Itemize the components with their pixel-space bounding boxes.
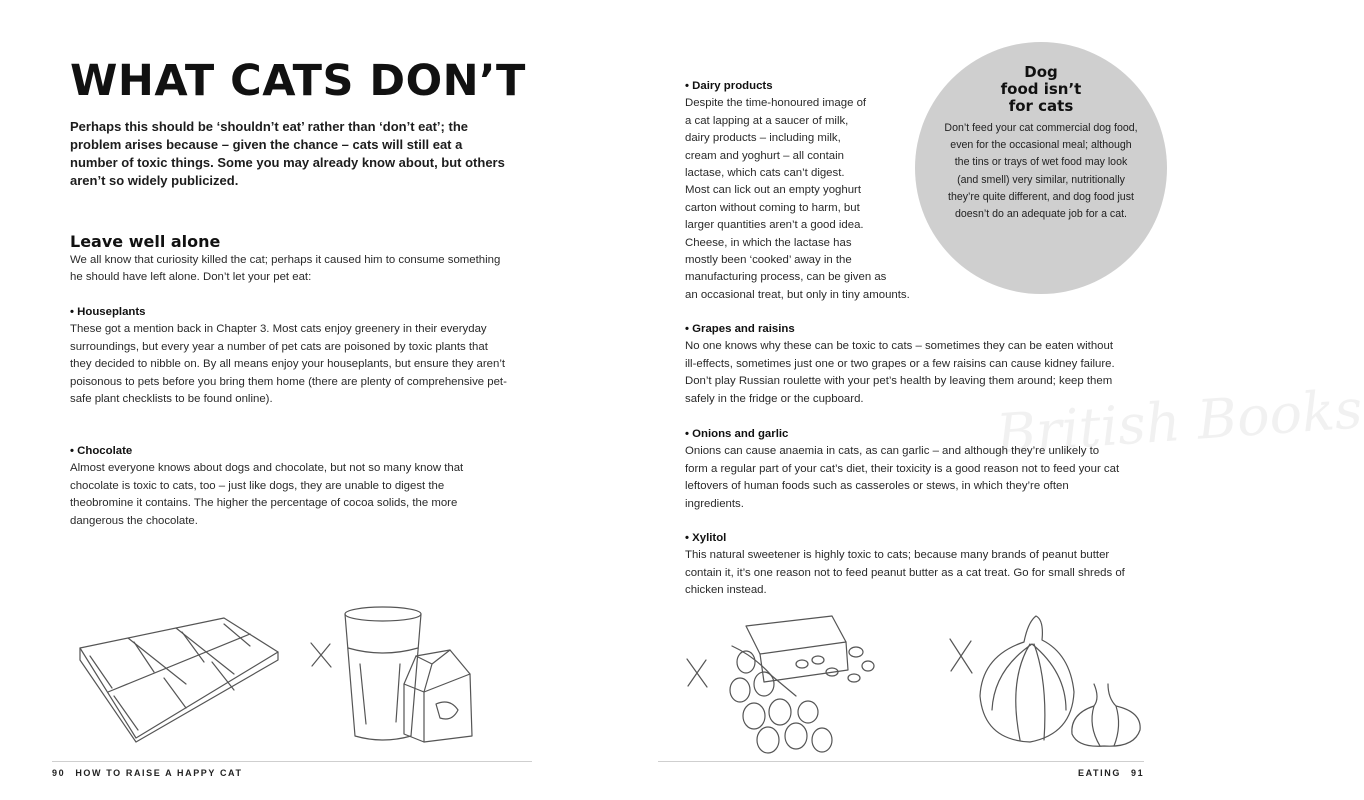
dairy-line: lactase, which cats can’t digest. [685,167,845,180]
section-intro: We all know that curiosity killed the cat; perhaps it caused him to consume something he should have left alone. Don’t let your pet eat: [70,254,501,284]
item-body-grapes: No one knows why these can be toxic to cats – sometimes they can be eaten without ill-effects, sometimes just one or two grapes or a few raisins can cause kidney failure. Don’t play Russian roulette with your pet’s health by leaving them around; keep them safely in the fridge or the cupboard. [685,340,1115,405]
callout-circle [915,42,1167,294]
callout-title-line: food isn’t [1000,80,1082,98]
item-body-onions: Onions can cause anaemia in cats, as can garlic – and although they’re unlikely to form a regular part of your cat’s diet, their toxicity is a good reason not to feed your cat leftovers of human foods such as casseroles or stews, in which they’re often ingredients. [685,445,1120,510]
dairy-line: dairy products – including milk, [685,132,841,145]
running-title-left: HOW TO RAISE A HAPPY CAT [75,768,243,778]
callout-body: Don’t feed your cat commercial dog food, even for the occasional meal; although the tins or trays of wet food may look (and smell) very similar, nutritionally they’re quite different, and dog food just doesn’t do an adequate job for a cat. [944,122,1138,221]
watermark: British Books [994,377,1364,466]
footer-rule-right [658,761,1144,762]
footer-left [52,768,249,778]
item-title-dairy: • Dairy products [685,80,773,92]
cross-icon [308,640,334,670]
callout-title [915,64,1167,115]
item-title-chocolate: • Chocolate [70,445,133,457]
item-title-onions: • Onions and garlic [685,428,789,440]
garlic-icon [1064,678,1148,750]
running-title-right: EATING [1078,768,1121,778]
chocolate-bar-icon [74,612,284,744]
footer-right [1072,768,1144,778]
dairy-line: cream and yoghurt – all contain [685,149,844,162]
item-body-chocolate: Almost everyone knows about dogs and chocolate, but not so many know that chocolate is toxic to cats, too – just like dogs, they are unable to digest the theobromine it contains. The higher the percentage of cocoa solids, the more dangerous the chocolate. [70,462,464,527]
section-heading: Leave well alone [70,232,221,251]
grapes-icon [724,636,864,760]
dairy-line: an occasional treat, but only in tiny amounts. [685,288,910,301]
callout-title-line: Dog [1024,63,1058,81]
page-number-right: 91 [1131,768,1145,778]
dairy-line: larger quantities aren’t a good idea. [685,219,864,232]
dairy-line: Despite the time-honoured image of [685,97,867,110]
dairy-line: mostly been ‘cooked’ away in the [685,254,852,267]
item-body-houseplants: These got a mention back in Chapter 3. Most cats enjoy greenery in their everyday surroundings, but every year a number of pet cats are poisoned by toxic plants that they decided to nibble on. By all means enjoy your houseplants, but ensure they aren’t poisonous to pets before you bring them home (there are plenty of comprehensive pet-safe plant checklists to be found online). [70,323,507,406]
page-number-left: 90 [52,768,66,778]
callout-title-line: for cats [1008,97,1074,115]
dairy-line: a cat lapping at a saucer of milk, [685,114,849,127]
item-body-xylitol: This natural sweetener is highly toxic to cats; because many brands of peanut butter contain it, it’s one reason not to feed peanut butter as a cat treat. Go for small shreds of chicken instead. [685,549,1125,597]
grapes-item [685,321,1125,408]
item-title-grapes: • Grapes and raisins [685,323,795,335]
dairy-line: Most can lick out an empty yoghurt [685,184,862,197]
milk-carton-icon [398,646,478,746]
intro-paragraph: Perhaps this should be ‘shouldn’t eat’ rather than ‘don’t eat’; the problem arises because – given the chance – cats will still eat a number of toxic things. Some you may already know about, but others aren’t so widely publicized. [70,119,505,188]
item-title-houseplants: • Houseplants [70,306,146,318]
right-page [596,0,1364,800]
section-intro-block [70,252,510,287]
xylitol-item [685,530,1125,600]
dairy-line: carton without coming to harm, but [685,201,860,214]
item-body-dairy [685,95,955,304]
houseplants-item [70,304,510,408]
left-page [0,0,595,800]
dairy-line: manufacturing process, can be given as [685,271,887,284]
cross-icon [684,656,710,690]
page-title: WHAT CATS DON’T [70,56,526,106]
onions-item [685,426,1125,513]
cross-icon [946,636,976,676]
item-title-xylitol: • Xylitol [685,532,727,544]
dairy-line: Cheese, in which the lactase has [685,236,852,249]
chocolate-item [70,443,510,530]
footer-rule-left [52,761,532,762]
